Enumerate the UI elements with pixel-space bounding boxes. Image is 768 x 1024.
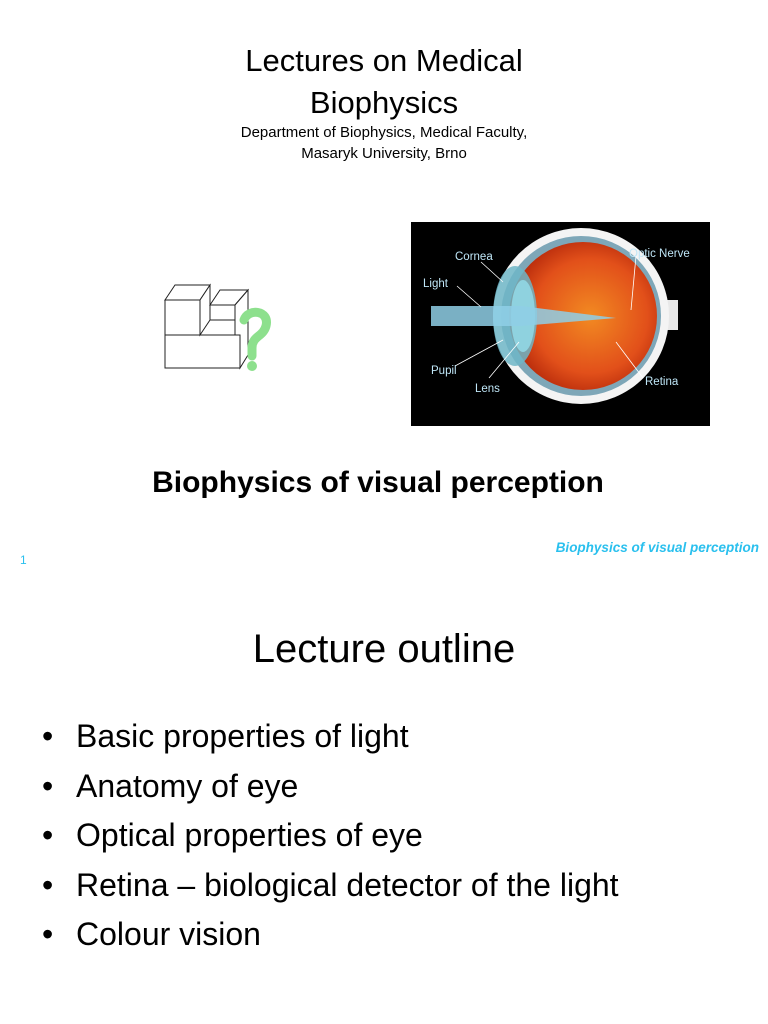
list-item: [42, 762, 619, 812]
list-item: [42, 811, 619, 861]
list-item: [42, 910, 619, 960]
bullet: •: [42, 718, 54, 754]
department-info: [0, 122, 768, 164]
outline-list: [42, 712, 619, 960]
lecture-series-title: [0, 40, 768, 124]
bullet: •: [42, 817, 54, 853]
label-lens: Lens: [475, 383, 500, 395]
list-item-text: Anatomy of eye: [76, 767, 299, 804]
slide-number: 1: [20, 553, 27, 567]
lecture-subtitle: Biophysics of visual perception: [152, 466, 604, 499]
eye-diagram: [411, 222, 710, 426]
bullet: •: [42, 916, 54, 952]
outline-title: Lecture outline: [252, 627, 516, 671]
eye-anatomy-image: [411, 222, 710, 426]
bullet: •: [42, 866, 54, 903]
list-item: [42, 861, 619, 911]
list-item-text: Optical properties of eye: [76, 817, 423, 853]
impossible-cube-icon: [160, 280, 275, 375]
list-item-text: Retina – biological detector of the light: [76, 866, 619, 903]
label-optic-nerve: Optic Nerve: [629, 248, 690, 260]
label-retina: Retina: [645, 376, 679, 388]
bullet: •: [42, 767, 54, 804]
list-item: [42, 712, 619, 762]
list-item-text: Basic properties of light: [76, 718, 409, 754]
label-light: Light: [423, 278, 448, 290]
label-pupil: Pupil: [431, 365, 457, 377]
footer-title: Biophysics of visual perception: [555, 540, 759, 555]
impossible-cube-illustration: [160, 280, 275, 375]
title-line-2: Biophysics: [309, 85, 459, 120]
slide-2: [0, 580, 768, 1024]
department-line-1: Department of Biophysics, Medical Faculty,: [240, 124, 528, 141]
list-item-text: Colour vision: [76, 916, 261, 952]
department-line-2: Masaryk University, Brno: [301, 145, 467, 162]
label-cornea: Cornea: [455, 251, 493, 263]
title-line-1: Lectures on Medical: [245, 43, 523, 78]
